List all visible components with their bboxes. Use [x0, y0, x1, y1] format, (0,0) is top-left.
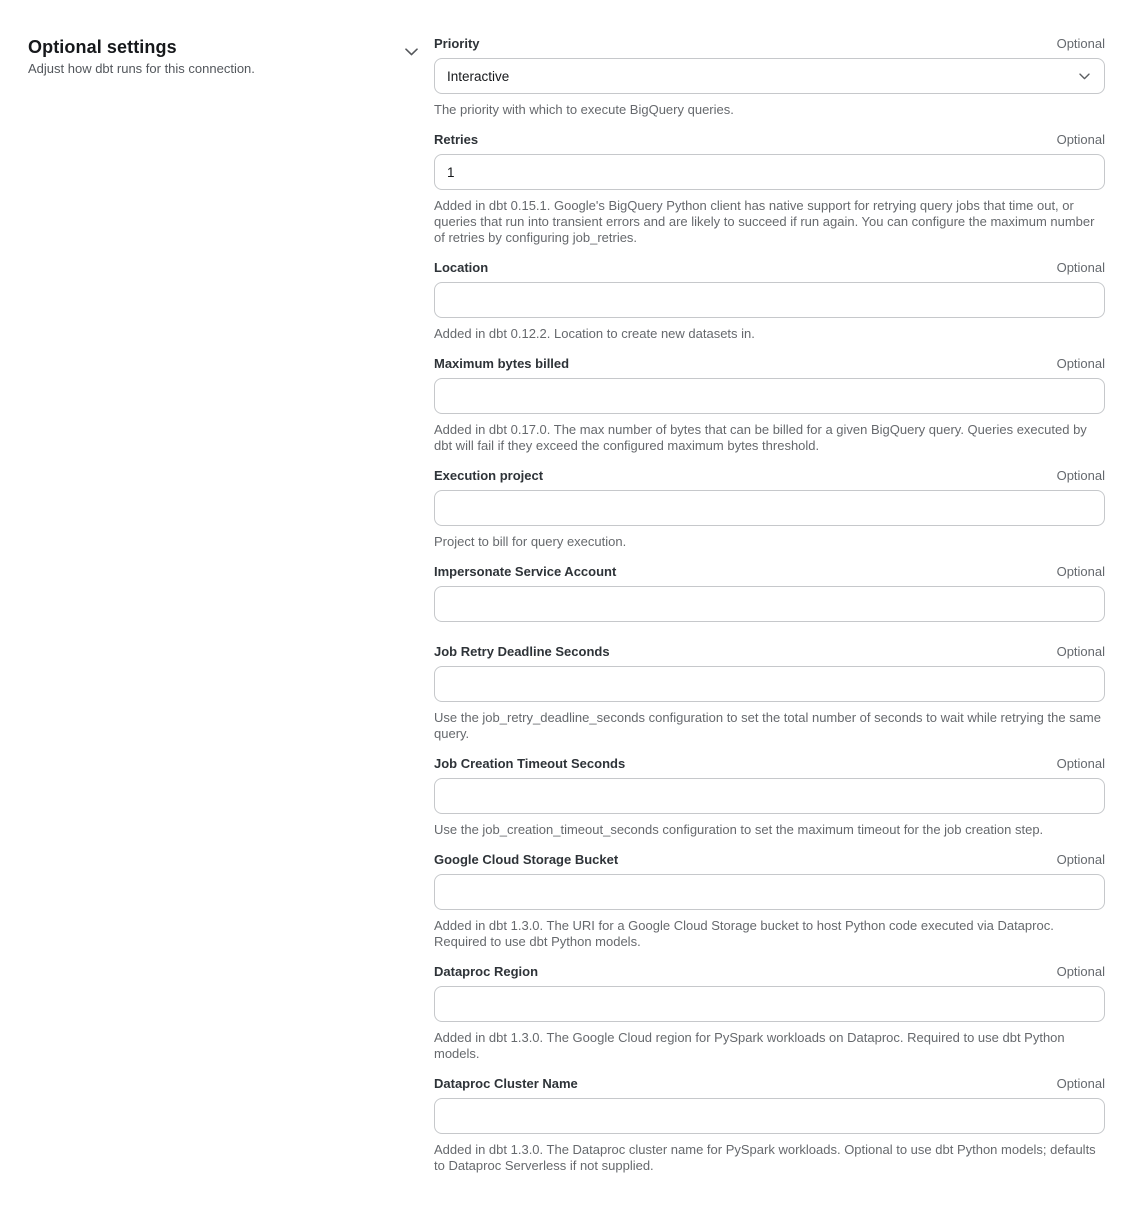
execution-project-input[interactable]	[434, 490, 1105, 526]
optional-badge: Optional	[1056, 132, 1105, 147]
field-impersonate-service-account	[434, 564, 1105, 622]
section-descriptor	[28, 36, 434, 1174]
dataproc-cluster-name-input[interactable]	[434, 1098, 1105, 1134]
field-head	[434, 132, 1105, 148]
field-help-text: The priority with which to execute BigQuery queries.	[434, 102, 734, 117]
field-help-text: Added in dbt 0.15.1. Google's BigQuery Python client has native support for retrying query jobs that time out, or queries that run into transient errors and are likely to succeed if run again. You can configure the maximum number of retries by configuring job_retries.	[434, 198, 1095, 245]
optional-badge: Optional	[1056, 564, 1105, 579]
field-head	[434, 756, 1105, 772]
optional-badge: Optional	[1056, 964, 1105, 979]
field-label: Maximum bytes billed	[434, 356, 570, 371]
optional-badge: Optional	[1056, 644, 1105, 659]
optional-badge: Optional	[1056, 468, 1105, 483]
field-label: Priority	[434, 36, 480, 51]
field-execution-project	[434, 468, 1105, 550]
field-maximum-bytes-billed	[434, 356, 1105, 454]
optional-badge: Optional	[1056, 1076, 1105, 1091]
field-help-text: Project to bill for query execution.	[434, 534, 627, 549]
optional-badge: Optional	[1056, 356, 1105, 371]
job-retry-deadline-seconds-input[interactable]	[434, 666, 1105, 702]
field-head	[434, 644, 1105, 660]
optional-badge: Optional	[1056, 756, 1105, 771]
field-help-text: Use the job_retry_deadline_seconds configuration to set the total number of seconds to wait while retrying the same query.	[434, 710, 1101, 741]
field-label: Job Retry Deadline Seconds	[434, 644, 610, 659]
field-label: Job Creation Timeout Seconds	[434, 756, 626, 771]
field-label: Dataproc Region	[434, 964, 539, 979]
optional-badge: Optional	[1056, 36, 1105, 51]
field-help-text: Added in dbt 1.3.0. The Google Cloud region for PySpark workloads on Dataproc. Required to use dbt Python models.	[434, 1030, 1065, 1061]
field-help-text: Added in dbt 1.3.0. The Dataproc cluster name for PySpark workloads. Optional to use dbt Python models; defaults to Dataproc Serverless if not supplied.	[434, 1142, 1096, 1173]
field-head	[434, 964, 1105, 980]
field-dataproc-region	[434, 964, 1105, 1062]
location-input[interactable]	[434, 282, 1105, 318]
field-google-cloud-storage-bucket	[434, 852, 1105, 950]
field-help-text: Added in dbt 1.3.0. The URI for a Google Cloud Storage bucket to host Python code executed via Dataproc. Required to use dbt Python models.	[434, 918, 1054, 949]
section-subtitle: Adjust how dbt runs for this connection.	[28, 61, 255, 76]
field-help-text: Added in dbt 0.17.0. The max number of bytes that can be billed for a given BigQuery query. Queries executed by dbt will fail if they exceed the configured maximum bytes threshold.	[434, 422, 1087, 453]
optional-settings-form	[434, 36, 1105, 1174]
field-head	[434, 564, 1105, 580]
impersonate-service-account-input[interactable]	[434, 586, 1105, 622]
maximum-bytes-billed-input[interactable]	[434, 378, 1105, 414]
chevron-down-icon	[1079, 73, 1090, 80]
field-head	[434, 852, 1105, 868]
field-priority	[434, 36, 1105, 118]
dataproc-region-input[interactable]	[434, 986, 1105, 1022]
section-collapse-button[interactable]	[405, 48, 418, 56]
field-head	[434, 260, 1105, 276]
optional-badge: Optional	[1056, 260, 1105, 275]
job-creation-timeout-seconds-input[interactable]	[434, 778, 1105, 814]
field-label: Impersonate Service Account	[434, 564, 617, 579]
field-label: Google Cloud Storage Bucket	[434, 852, 619, 867]
retries-input[interactable]	[434, 154, 1105, 190]
field-label: Location	[434, 260, 489, 275]
field-dataproc-cluster-name	[434, 1076, 1105, 1174]
google-cloud-storage-bucket-input[interactable]	[434, 874, 1105, 910]
field-head	[434, 468, 1105, 484]
section-title: Optional settings	[28, 37, 177, 57]
field-label: Execution project	[434, 468, 544, 483]
field-help-text: Added in dbt 0.12.2. Location to create new datasets in.	[434, 326, 755, 341]
field-head	[434, 356, 1105, 372]
field-job-retry-deadline-seconds	[434, 644, 1105, 742]
field-label: Retries	[434, 132, 479, 147]
section-descriptor-text	[28, 36, 255, 77]
priority-select[interactable]	[434, 58, 1105, 94]
chevron-down-icon	[405, 48, 418, 56]
select-value: Interactive	[447, 68, 510, 84]
field-label: Dataproc Cluster Name	[434, 1076, 578, 1091]
field-retries	[434, 132, 1105, 246]
field-job-creation-timeout-seconds	[434, 756, 1105, 838]
field-help-text: Use the job_creation_timeout_seconds configuration to set the maximum timeout for the job creation step.	[434, 822, 1044, 837]
field-location	[434, 260, 1105, 342]
field-head	[434, 1076, 1105, 1092]
optional-badge: Optional	[1056, 852, 1105, 867]
field-head	[434, 36, 1105, 52]
